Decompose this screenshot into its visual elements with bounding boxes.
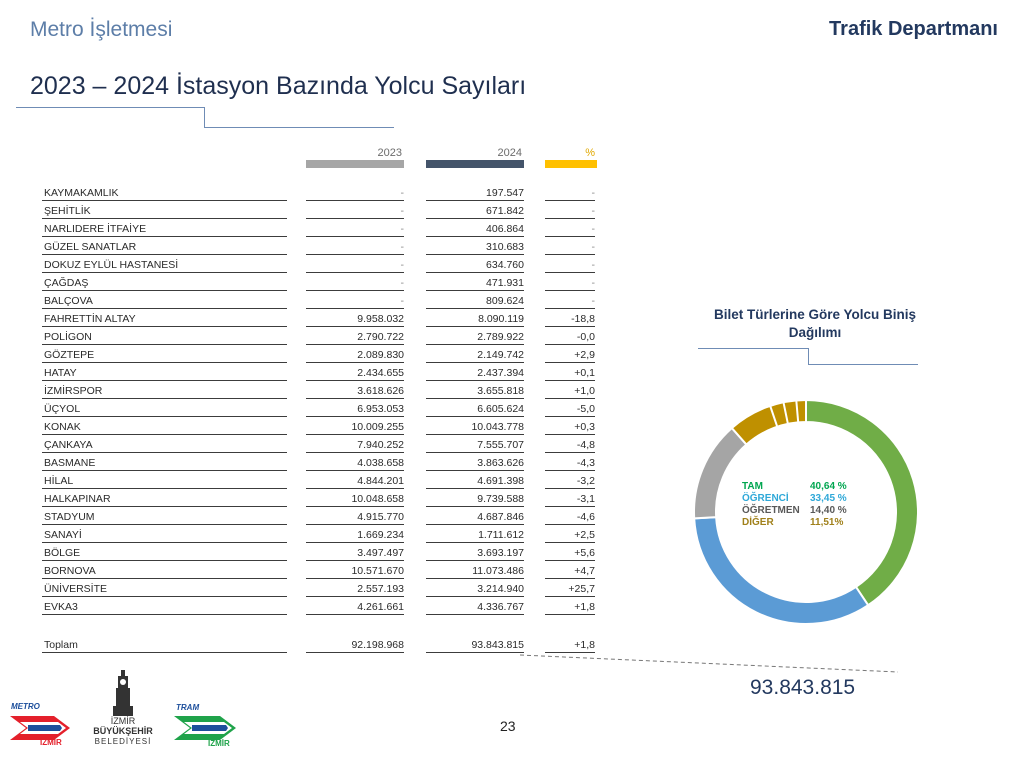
tram-logo-bottom-text: İZMİR: [208, 739, 230, 748]
table-row: [40, 310, 600, 328]
value-2024: 634.760: [426, 256, 524, 273]
value-2024: 471.931: [426, 274, 524, 291]
station-name: BASMANE: [42, 454, 287, 471]
value-2024: 3.214.940: [426, 580, 524, 597]
value-pct: -: [545, 184, 595, 201]
station-name: FAHRETTİN ALTAY: [42, 310, 287, 327]
value-2024: 8.090.119: [426, 310, 524, 327]
value-pct: -: [545, 202, 595, 219]
municipality-line2: BÜYÜKŞEHİR: [93, 726, 153, 736]
legend-item: [742, 505, 847, 517]
value-pct: +2,5: [545, 526, 595, 543]
value-pct: -4,3: [545, 454, 595, 471]
station-name: HİLAL: [42, 472, 287, 489]
value-2023: 9.958.032: [306, 310, 404, 327]
table-row: [40, 436, 600, 454]
value-2023: -: [306, 238, 404, 255]
station-name: ÇANKAYA: [42, 436, 287, 453]
legend-label: ÖĞRETMEN: [742, 505, 800, 516]
station-name: HALKAPINAR: [42, 490, 287, 507]
value-pct: -18,8: [545, 310, 595, 327]
value-pct: -5,0: [545, 400, 595, 417]
value-2023: 10.009.255: [306, 418, 404, 435]
value-pct: +4,7: [545, 562, 595, 579]
value-2024: 11.073.486: [426, 562, 524, 579]
value-pct: +1,0: [545, 382, 595, 399]
col-header-2023: 2023: [377, 147, 402, 159]
station-name: KAYMAKAMLIK: [42, 184, 287, 201]
page-number: 23: [500, 718, 516, 734]
title-underline-left: [16, 107, 204, 108]
value-2024: 10.043.778: [426, 418, 524, 435]
value-2023: 4.844.201: [306, 472, 404, 489]
value-2024: 2.149.742: [426, 346, 524, 363]
value-pct: -: [545, 220, 595, 237]
station-name: GÖZTEPE: [42, 346, 287, 363]
station-name: KONAK: [42, 418, 287, 435]
value-2023: -: [306, 220, 404, 237]
legend-label: ÖĞRENCİ: [742, 493, 789, 504]
legend-value: 11,51%: [810, 517, 844, 528]
donut-legend: [742, 481, 847, 529]
total-2023: 92.198.968: [306, 636, 404, 653]
legend-value: 40,64 %: [810, 481, 847, 492]
table-row: [40, 220, 600, 238]
municipality-line1: İZMİR: [110, 716, 136, 726]
metro-logo-top-text: METRO: [11, 702, 40, 711]
station-name: EVKA3: [42, 598, 287, 615]
value-2024: 9.739.588: [426, 490, 524, 507]
tram-izmir-logo: [174, 702, 240, 750]
col-bar-pct: [545, 160, 597, 168]
table-row: [40, 454, 600, 472]
donut-title: Bilet Türlerine Göre Yolcu Biniş Dağılımı: [713, 307, 917, 340]
value-2023: 6.953.053: [306, 400, 404, 417]
value-2024: 406.864: [426, 220, 524, 237]
value-2024: 7.555.707: [426, 436, 524, 453]
station-name: GÜZEL SANATLAR: [42, 238, 287, 255]
value-2024: 3.693.197: [426, 544, 524, 561]
value-2023: 7.940.252: [306, 436, 404, 453]
value-2024: 2.437.394: [426, 364, 524, 381]
table-row: [40, 292, 600, 310]
value-2023: 4.915.770: [306, 508, 404, 525]
value-pct: -3,2: [545, 472, 595, 489]
tram-logo-top-text: TRAM: [176, 703, 200, 712]
value-2024: 310.683: [426, 238, 524, 255]
value-2024: 2.789.922: [426, 328, 524, 345]
value-2023: -: [306, 202, 404, 219]
value-2023: 1.669.234: [306, 526, 404, 543]
station-name: BORNOVA: [42, 562, 287, 579]
donut-title-underline-step: [808, 348, 809, 365]
donut-total-label: 93.843.815: [750, 676, 856, 699]
total-2024: 93.843.815: [426, 636, 524, 653]
value-pct: +1,8: [545, 598, 595, 615]
value-pct: +25,7: [545, 580, 595, 597]
donut-title-underline-right: [808, 364, 918, 365]
table-row: [40, 490, 600, 508]
value-2024: 3.863.626: [426, 454, 524, 471]
value-2023: -: [306, 292, 404, 309]
value-2023: -: [306, 256, 404, 273]
table-row: [40, 400, 600, 418]
table-row: [40, 580, 600, 598]
value-2024: 197.547: [426, 184, 524, 201]
value-2024: 3.655.818: [426, 382, 524, 399]
value-pct: +5,6: [545, 544, 595, 561]
donut-title-underline-left: [698, 348, 808, 349]
table-row: [40, 328, 600, 346]
station-name: ÇAĞDAŞ: [42, 274, 287, 291]
value-pct: -: [545, 238, 595, 255]
table-row: [40, 598, 600, 616]
station-name: DOKUZ EYLÜL HASTANESİ: [42, 256, 287, 273]
metro-izmir-logo: [10, 702, 74, 748]
value-2023: 3.497.497: [306, 544, 404, 561]
value-2024: 4.691.398: [426, 472, 524, 489]
value-pct: -: [545, 256, 595, 273]
legend-label: TAM: [742, 481, 763, 492]
title-underline-step: [204, 107, 205, 128]
table-row: [40, 202, 600, 220]
value-2023: 4.261.661: [306, 598, 404, 615]
legend-item: [742, 481, 847, 493]
value-2024: 4.336.767: [426, 598, 524, 615]
station-name: STADYUM: [42, 508, 287, 525]
legend-label: DİĞER: [742, 517, 774, 528]
station-name: İZMİRSPOR: [42, 382, 287, 399]
table-row: [40, 184, 600, 202]
value-2023: 10.571.670: [306, 562, 404, 579]
table-row: [40, 526, 600, 544]
value-2023: 2.790.722: [306, 328, 404, 345]
value-2023: 10.048.658: [306, 490, 404, 507]
municipality-logo: [84, 670, 162, 755]
col-bar-2024: [426, 160, 524, 168]
station-name: ÜÇYOL: [42, 400, 287, 417]
legend-value: 14,40 %: [810, 505, 847, 516]
table-row: [40, 256, 600, 274]
municipality-line3: BELEDİYESİ: [94, 737, 152, 746]
value-2023: -: [306, 274, 404, 291]
station-name: BÖLGE: [42, 544, 287, 561]
value-2023: 2.089.830: [306, 346, 404, 363]
col-bar-2023: [306, 160, 404, 168]
table-row: [40, 508, 600, 526]
value-2023: 4.038.658: [306, 454, 404, 471]
total-row: [40, 636, 600, 654]
title-underline-right: [204, 127, 394, 128]
donut-slice-4: [732, 400, 806, 445]
station-name: BALÇOVA: [42, 292, 287, 309]
station-name: POLİGON: [42, 328, 287, 345]
department-name: Trafik Departmanı: [829, 18, 998, 40]
value-pct: -: [545, 274, 595, 291]
value-2024: 809.624: [426, 292, 524, 309]
donut-slice-3: [694, 428, 746, 518]
metro-logo-bottom-text: İZMİR: [40, 738, 62, 747]
value-pct: +0,1: [545, 364, 595, 381]
clock-tower-icon: [111, 670, 135, 716]
value-2023: 2.557.193: [306, 580, 404, 597]
value-pct: -0,0: [545, 328, 595, 345]
value-pct: -: [545, 292, 595, 309]
legend-value: 33,45 %: [810, 493, 847, 504]
table-row: [40, 274, 600, 292]
total-pct: +1,8: [545, 636, 595, 653]
value-pct: -4,8: [545, 436, 595, 453]
station-name: SANAYİ: [42, 526, 287, 543]
value-2024: 1.711.612: [426, 526, 524, 543]
station-name: ŞEHİTLİK: [42, 202, 287, 219]
table-row: [40, 364, 600, 382]
table-row: [40, 562, 600, 580]
table-row: [40, 238, 600, 256]
station-name: HATAY: [42, 364, 287, 381]
table-row: [40, 382, 600, 400]
table-row: [40, 544, 600, 562]
station-name: ÜNİVERSİTE: [42, 580, 287, 597]
value-2023: -: [306, 184, 404, 201]
organization-name: Metro İşletmesi: [30, 18, 173, 41]
legend-item: [742, 517, 847, 529]
table-row: [40, 346, 600, 364]
total-connector-line: [520, 652, 900, 676]
value-2024: 6.605.624: [426, 400, 524, 417]
value-2024: 671.842: [426, 202, 524, 219]
value-pct: -3,1: [545, 490, 595, 507]
total-label: Toplam: [42, 636, 287, 653]
value-pct: -4,6: [545, 508, 595, 525]
value-2023: 2.434.655: [306, 364, 404, 381]
station-table: [40, 184, 600, 616]
col-header-pct: %: [585, 147, 595, 159]
table-row: [40, 472, 600, 490]
station-name: NARLIDERE İTFAİYE: [42, 220, 287, 237]
value-2024: 4.687.846: [426, 508, 524, 525]
value-2023: 3.618.626: [306, 382, 404, 399]
page-title: 2023 – 2024 İstasyon Bazında Yolcu Sayıları: [30, 72, 527, 100]
table-row: [40, 418, 600, 436]
value-pct: +2,9: [545, 346, 595, 363]
col-header-2024: 2024: [497, 147, 522, 159]
value-pct: +0,3: [545, 418, 595, 435]
donut-slice-2: [694, 517, 868, 624]
legend-item: [742, 493, 847, 505]
